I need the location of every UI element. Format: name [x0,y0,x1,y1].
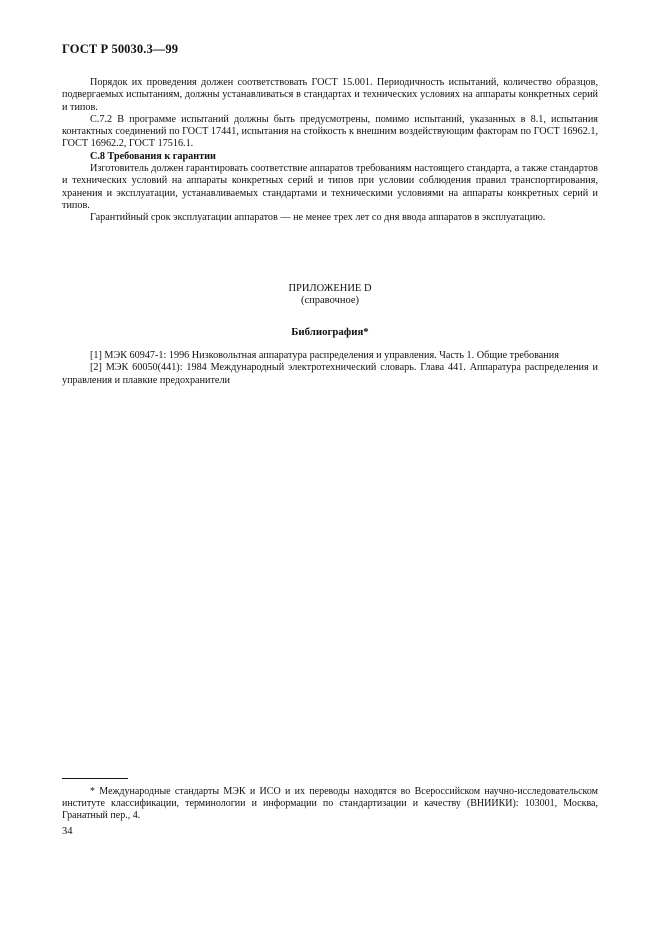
paragraph: Гарантийный срок эксплуатации аппаратов — не менее трех лет со дня ввода аппаратов в эксплуатацию. [90,212,546,224]
appendix-subtitle: (справочное) [301,295,359,306]
paragraph: Порядок их проведения должен соответствовать ГОСТ 15.001. Периодичность испытаний, количество образцов, подвергаемых испытаниям, должны устанавливаться в стандартах и технических условиях на аппараты конкретных серий и типов. [62,77,598,113]
bibliography-list [62,350,598,387]
paragraph: С.7.2 В программе испытаний должны быть предусмотрены, помимо испытаний, указанных в 8.1, испытания контактных соединений по ГОСТ 17441, испытания на стойкость к внешним воздействующим факторам по ГОСТ 16962.1, ГОСТ 16962.2, ГОСТ 17516.1. [62,113,598,150]
page-number: 34 [62,826,73,837]
paragraph: Изготовитель должен гарантировать соответствие аппаратов требованиям настоящего стандарта, а также стандартов и технических условий на аппараты конкретных серий и типов при условии соблюдения правил транспортирования, хранения и эксплуатации, устанавливаемых стандартами и техническими условиями на аппараты конкретных серий и типов. [62,163,598,211]
document-header: ГОСТ Р 50030.3—99 [62,42,179,56]
bibliography-title: Библиография* [291,326,369,338]
bibliography-entry: [1] МЭК 60947-1: 1996 Низковольтная аппаратура распределения и управления. Часть 1. Общие требования [90,350,559,361]
appendix-title: ПРИЛОЖЕНИЕ D [288,283,372,294]
body-text [62,77,598,225]
bibliography-entry: [2] МЭК 60050(441): 1984 Международный электротехнический словарь. Глава 441. Аппаратура распределения и управления и плавкие предохранители [62,362,598,386]
appendix-heading [62,283,598,307]
footnote: * Международные стандарты МЭК и ИСО и их переводы находятся во Всероссийском научно-исследовательском институте классификации, терминологии и информации по стандартизации и качеству (ВНИИКИ): 103001, Москва, Гранатный пер., 4. [62,786,598,822]
section-heading: С.8 Требования к гарантии [90,150,216,162]
footnote-divider [62,778,128,779]
